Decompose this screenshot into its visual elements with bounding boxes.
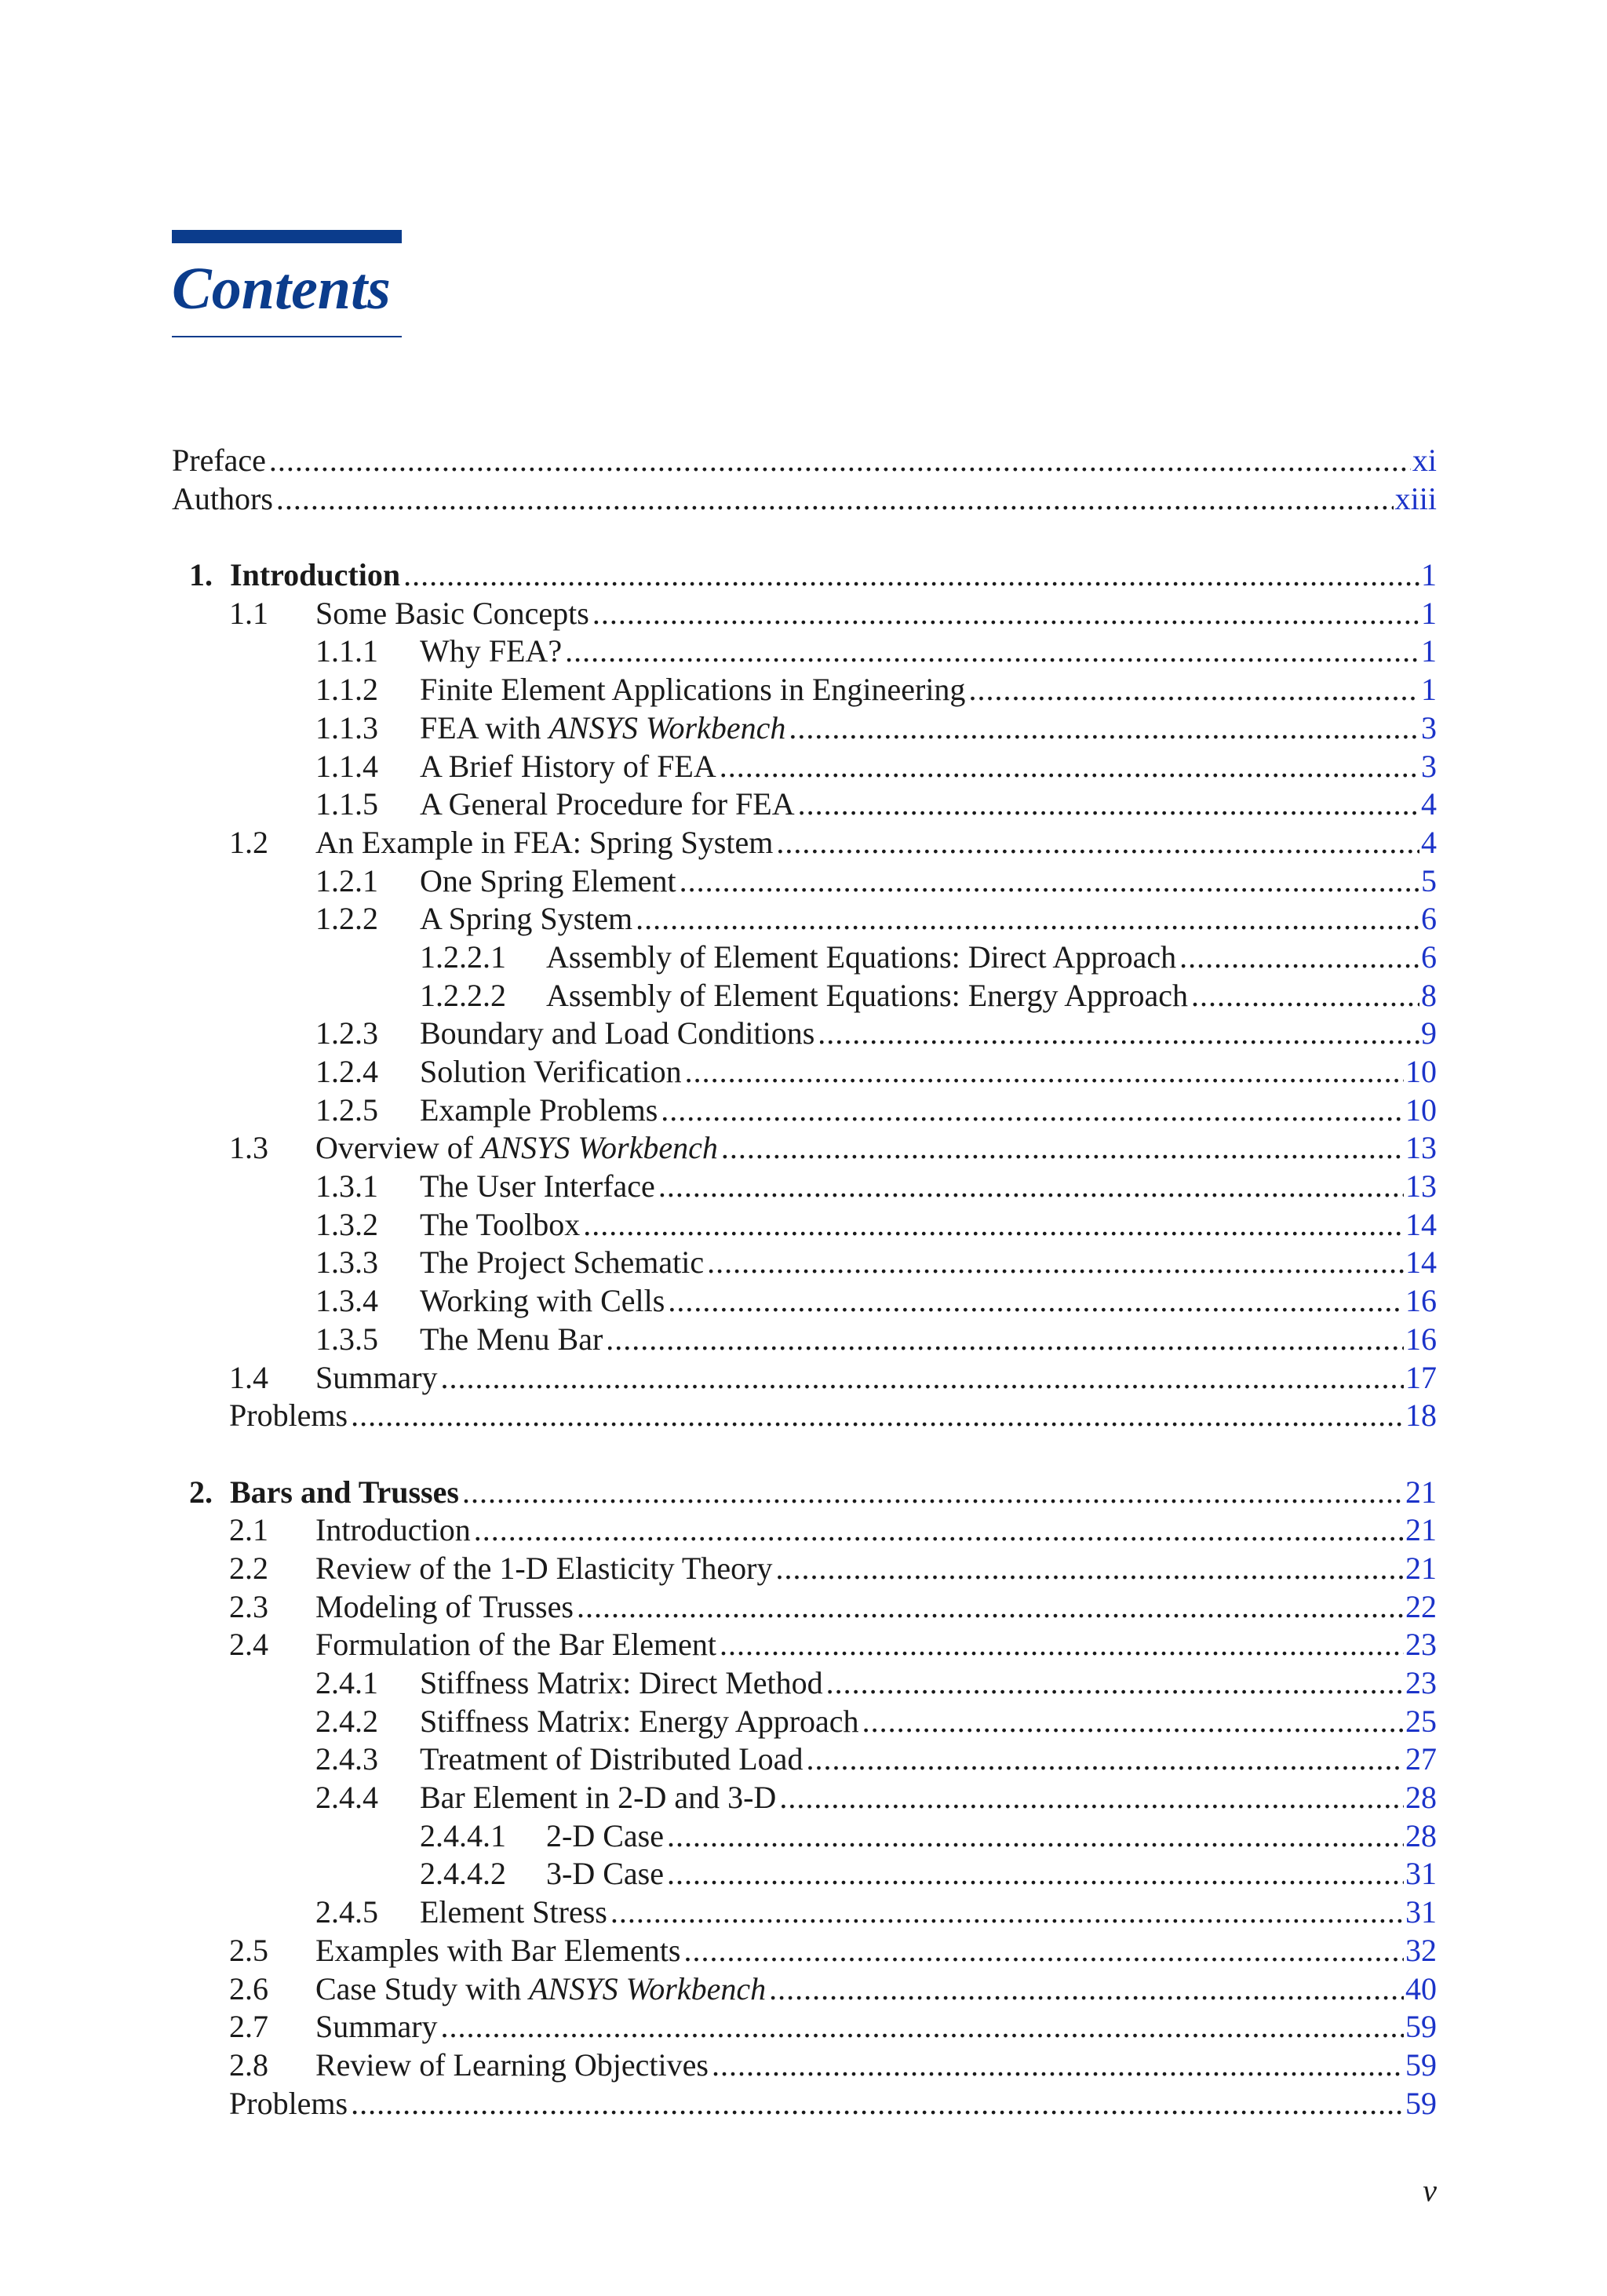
page-number-link[interactable]: 21 <box>1405 1474 1437 1510</box>
toc-entry[interactable] <box>172 1817 1437 1856</box>
entry-title: The Menu Bar <box>420 1321 603 1357</box>
toc-entry[interactable] <box>172 2046 1437 2085</box>
toc-entry[interactable] <box>172 748 1437 786</box>
toc-entry[interactable] <box>172 595 1437 633</box>
page-number-link[interactable]: 9 <box>1421 1015 1437 1051</box>
entry-title: Authors <box>172 480 273 516</box>
entry-number: 2.4.5 <box>315 1894 378 1930</box>
dot-leader <box>712 2046 1404 2085</box>
page-number-link[interactable]: 32 <box>1405 1932 1437 1968</box>
page-number-link[interactable]: 4 <box>1421 786 1437 822</box>
dot-leader <box>789 709 1419 748</box>
entry-number: 1.1 <box>229 595 268 631</box>
page-number-link[interactable]: 31 <box>1405 1856 1437 1892</box>
entry-number: 1.3 <box>229 1130 268 1166</box>
page-number-link[interactable]: 1 <box>1421 633 1437 669</box>
entry-number: 2.3 <box>229 1588 268 1624</box>
toc-entry[interactable] <box>172 2008 1437 2046</box>
page-number-link[interactable]: 3 <box>1421 709 1437 745</box>
entry-body <box>315 2046 1437 2085</box>
entry-number: 1.3.1 <box>315 1168 378 1204</box>
dot-leader <box>862 1703 1404 1741</box>
dot-leader <box>610 1893 1404 1932</box>
entry-body <box>420 709 1437 748</box>
entry-title <box>420 709 789 748</box>
entry-body <box>420 1053 1437 1092</box>
toc-entry[interactable] <box>172 1053 1437 1092</box>
entry-title: Stiffness Matrix: Energy Approach <box>420 1703 859 1739</box>
toc-entry[interactable] <box>172 1855 1437 1893</box>
table-of-contents <box>172 442 1437 2123</box>
entry-body <box>315 1588 1437 1627</box>
entry-body <box>420 1015 1437 1053</box>
entry-title: Solution Verification <box>420 1054 682 1089</box>
dot-leader <box>474 1511 1404 1550</box>
entry-body <box>315 2008 1437 2046</box>
entry-body <box>420 1893 1437 1932</box>
entry-title: Some Basic Concepts <box>315 595 589 631</box>
entry-body <box>420 1206 1437 1245</box>
header-accent-bar <box>172 230 402 243</box>
dot-leader <box>441 1359 1404 1398</box>
entry-title: One Spring Element <box>420 862 676 898</box>
dot-leader <box>685 1053 1404 1092</box>
page-number-link[interactable]: 6 <box>1421 938 1437 975</box>
entry-number: 1. <box>189 557 213 593</box>
entry-number: 1.3.3 <box>315 1245 378 1281</box>
page-number-link[interactable]: 1 <box>1421 557 1437 593</box>
page-number-link[interactable]: 28 <box>1405 1817 1437 1853</box>
entry-body <box>546 977 1437 1015</box>
entry-number: 1.2.2.2 <box>420 977 506 1013</box>
page-number-link[interactable]: 14 <box>1405 1245 1437 1281</box>
dot-leader <box>776 824 1419 862</box>
entry-body <box>315 1626 1437 1664</box>
toc-entry[interactable] <box>172 1092 1437 1130</box>
entry-title: An Example in FEA: Spring System <box>315 824 774 860</box>
dot-leader <box>720 1626 1404 1664</box>
page-number-link[interactable]: 59 <box>1405 2009 1437 2045</box>
entry-body <box>420 862 1437 901</box>
entry-body <box>230 1474 1437 1512</box>
toc-entry[interactable] <box>172 1397 1437 1435</box>
entry-body <box>315 824 1437 862</box>
entry-title: Stiffness Matrix: Direct Method <box>420 1665 823 1700</box>
entry-number: 2.4.3 <box>315 1741 378 1777</box>
entry-number: 1.1.2 <box>315 672 378 708</box>
entry-number: 1.1.1 <box>315 633 378 669</box>
entry-title: The Project Schematic <box>420 1245 705 1281</box>
toc-entry[interactable] <box>172 938 1437 977</box>
entry-title <box>315 1129 721 1168</box>
header-underline <box>172 336 402 337</box>
entry-title: Bar Element in 2-D and 3-D <box>420 1780 777 1816</box>
dot-leader <box>769 1970 1404 2009</box>
page-number-link[interactable]: 16 <box>1405 1321 1437 1357</box>
page-number-link[interactable]: 23 <box>1405 1627 1437 1663</box>
dot-leader <box>806 1740 1404 1779</box>
entry-number: 1.2 <box>229 824 268 860</box>
entry-title: Introduction <box>230 557 401 593</box>
entry-number: 1.2.1 <box>315 862 378 898</box>
toc-entry[interactable] <box>172 1703 1437 1741</box>
dot-leader <box>636 900 1419 938</box>
entry-number: 1.2.2 <box>315 901 378 937</box>
entry-title: Assembly of Element Equations: Direct Approach <box>546 938 1177 975</box>
entry-title: Preface <box>172 443 266 478</box>
dot-leader <box>462 1474 1404 1512</box>
entry-body <box>315 1550 1437 1588</box>
entry-number: 1.2.3 <box>315 1015 378 1051</box>
entry-body <box>420 900 1437 938</box>
dot-leader <box>269 442 1411 480</box>
page-number-link[interactable]: 14 <box>1405 1206 1437 1242</box>
entry-number: 2. <box>189 1474 213 1510</box>
entry-body <box>315 1359 1437 1398</box>
dot-leader <box>720 748 1419 786</box>
entry-number: 1.2.2.1 <box>420 938 506 975</box>
toc-entry[interactable] <box>172 1321 1437 1359</box>
dot-leader <box>592 595 1419 633</box>
dot-leader <box>667 1817 1404 1856</box>
entry-body <box>172 442 1437 480</box>
entry-title: Summary <box>315 1359 438 1395</box>
entry-title: Bars and Trusses <box>230 1474 459 1510</box>
page-number-link[interactable]: 6 <box>1421 901 1437 937</box>
page-number-link[interactable]: 22 <box>1405 1588 1437 1624</box>
entry-title: A General Procedure for FEA <box>420 786 795 822</box>
entry-title: Treatment of Distributed Load <box>420 1741 804 1777</box>
toc-entry[interactable] <box>172 1970 1437 2009</box>
dot-leader <box>798 785 1419 824</box>
dot-leader <box>721 1129 1404 1168</box>
entry-body <box>315 1970 1437 2009</box>
entry-number: 2.4.4.2 <box>420 1856 506 1892</box>
entry-title-italic: ANSYS Workbench <box>548 709 786 745</box>
dot-leader <box>818 1015 1419 1053</box>
dot-leader <box>683 1932 1404 1970</box>
dot-leader <box>667 1855 1404 1893</box>
entry-body <box>420 1092 1437 1130</box>
dot-leader <box>403 556 1419 595</box>
entry-body <box>315 1129 1437 1168</box>
toc-entry[interactable] <box>172 1664 1437 1703</box>
entry-title: 2-D Case <box>546 1817 664 1853</box>
dot-leader <box>1179 938 1419 977</box>
dot-leader <box>707 1244 1404 1282</box>
entry-title: Element Stress <box>420 1894 607 1930</box>
toc-entry[interactable] <box>172 1626 1437 1664</box>
entry-number: 1.3.2 <box>315 1206 378 1242</box>
toc-entry[interactable] <box>172 1932 1437 1970</box>
toc-entry[interactable] <box>172 1282 1437 1321</box>
page-title: Contents <box>172 256 391 322</box>
dot-leader <box>680 862 1419 901</box>
entry-body <box>315 595 1437 633</box>
entry-title: Problems <box>229 1398 348 1434</box>
page-folio: v <box>1423 2173 1437 2208</box>
page-number-link[interactable]: 28 <box>1405 1780 1437 1816</box>
toc-entry[interactable] <box>172 862 1437 901</box>
entry-title: Assembly of Element Equations: Energy Approach <box>546 977 1188 1013</box>
entry-number: 2.5 <box>229 1932 268 1968</box>
entry-number: 2.4 <box>229 1627 268 1663</box>
entry-title: The User Interface <box>420 1168 655 1204</box>
entry-body <box>420 1664 1437 1703</box>
entry-body <box>420 671 1437 709</box>
entry-body <box>420 1703 1437 1741</box>
toc-entry[interactable] <box>172 1511 1437 1550</box>
entry-number: 1.1.4 <box>315 748 378 784</box>
entry-number: 2.8 <box>229 2046 268 2083</box>
entry-body <box>420 1779 1437 1817</box>
page-number-link[interactable]: 40 <box>1405 1970 1437 2006</box>
dot-leader <box>276 480 1394 519</box>
entry-number: 2.1 <box>229 1512 268 1548</box>
toc-chapter-heading[interactable] <box>172 1474 1437 1512</box>
toc-entry[interactable] <box>172 1129 1437 1168</box>
entry-number: 2.6 <box>229 1970 268 2006</box>
entry-number: 1.1.5 <box>315 786 378 822</box>
page-number-link[interactable]: xiii <box>1394 480 1437 516</box>
dot-leader <box>441 2008 1404 2046</box>
entry-title: Summary <box>315 2009 438 2045</box>
entry-title: Review of the 1-D Elasticity Theory <box>315 1550 773 1586</box>
page-number-link[interactable]: 59 <box>1405 2085 1437 2121</box>
page-number-link[interactable]: 21 <box>1405 1512 1437 1548</box>
entry-title: Finite Element Applications in Engineering <box>420 672 966 708</box>
entry-number: 1.1.3 <box>315 709 378 745</box>
toc-entry[interactable] <box>172 1779 1437 1817</box>
dot-leader <box>661 1092 1404 1130</box>
toc-entry[interactable] <box>172 1550 1437 1588</box>
page-number-link[interactable]: 25 <box>1405 1703 1437 1739</box>
entry-body <box>420 785 1437 824</box>
entry-title-prefix: Overview of <box>315 1130 482 1166</box>
entry-body <box>420 632 1437 671</box>
entry-body <box>172 480 1437 519</box>
entry-title: The Toolbox <box>420 1206 581 1242</box>
toc-entry[interactable] <box>172 1740 1437 1779</box>
dot-leader <box>351 1397 1404 1435</box>
entry-body <box>420 1282 1437 1321</box>
page-number-link[interactable]: 10 <box>1405 1092 1437 1128</box>
entry-body <box>546 1817 1437 1856</box>
toc-entry[interactable] <box>172 1359 1437 1398</box>
page-number-link[interactable]: 17 <box>1405 1359 1437 1395</box>
entry-body <box>420 1740 1437 1779</box>
entry-body <box>420 1321 1437 1359</box>
entry-number: 1.3.5 <box>315 1321 378 1357</box>
entry-body <box>230 556 1437 595</box>
page-number-link[interactable]: 27 <box>1405 1741 1437 1777</box>
entry-title: Working with Cells <box>420 1283 665 1319</box>
entry-number: 2.4.4 <box>315 1780 378 1816</box>
entry-number: 2.2 <box>229 1550 268 1586</box>
entry-title-prefix: Case Study with <box>315 1970 530 2006</box>
entry-title-italic: ANSYS Workbench <box>529 1970 767 2006</box>
page-number-link[interactable]: 21 <box>1405 1550 1437 1586</box>
toc-entry[interactable] <box>172 1015 1437 1053</box>
entry-title: A Spring System <box>420 901 633 937</box>
page-number-link[interactable]: 59 <box>1405 2046 1437 2083</box>
dot-leader <box>583 1206 1404 1245</box>
page-number-link[interactable]: 5 <box>1421 862 1437 898</box>
toc-entry[interactable] <box>172 977 1437 1015</box>
toc-entry[interactable] <box>172 900 1437 938</box>
page-number-link[interactable]: 1 <box>1421 595 1437 631</box>
dot-leader <box>1191 977 1419 1015</box>
page-number-link[interactable]: 1 <box>1421 672 1437 708</box>
toc-entry[interactable] <box>172 632 1437 671</box>
page-number-link[interactable]: xi <box>1412 443 1437 478</box>
entry-title: Problems <box>229 2085 348 2121</box>
toc-entry[interactable] <box>172 1206 1437 1245</box>
dot-leader <box>351 2085 1404 2123</box>
entry-title: Formulation of the Bar Element <box>315 1627 716 1663</box>
contents-header <box>172 230 402 337</box>
entry-title: Modeling of Trusses <box>315 1588 574 1624</box>
entry-title <box>315 1970 769 2009</box>
entry-number: 1.2.4 <box>315 1054 378 1089</box>
dot-leader <box>775 1550 1404 1588</box>
entry-number: 1.4 <box>229 1359 268 1395</box>
page-number-link[interactable]: 10 <box>1405 1054 1437 1089</box>
dot-leader <box>565 632 1419 671</box>
entry-title: Review of Learning Objectives <box>315 2046 709 2083</box>
entry-body <box>546 1855 1437 1893</box>
dot-leader <box>968 671 1419 709</box>
toc-entry[interactable] <box>172 824 1437 862</box>
entry-body <box>420 748 1437 786</box>
page-number-link[interactable]: 4 <box>1421 824 1437 860</box>
entry-number: 1.2.5 <box>315 1092 378 1128</box>
entry-title: Examples with Bar Elements <box>315 1932 681 1968</box>
entry-title: Why FEA? <box>420 633 563 669</box>
toc-entry[interactable] <box>172 1168 1437 1206</box>
toc-chapter-heading[interactable] <box>172 556 1437 595</box>
entry-number: 2.7 <box>229 2009 268 2045</box>
toc-entry[interactable] <box>172 785 1437 824</box>
toc-front-matter-item[interactable] <box>172 480 1437 519</box>
page-number-link[interactable]: 18 <box>1405 1398 1437 1434</box>
entry-number: 1.3.4 <box>315 1283 378 1319</box>
entry-title-italic: ANSYS Workbench <box>481 1130 718 1166</box>
entry-title: Introduction <box>315 1512 471 1548</box>
entry-body <box>420 1168 1437 1206</box>
entry-number: 2.4.1 <box>315 1665 378 1700</box>
dot-leader <box>658 1168 1404 1206</box>
toc-entry[interactable] <box>172 1244 1437 1282</box>
toc-entry[interactable] <box>172 1893 1437 1932</box>
dot-leader <box>606 1321 1404 1359</box>
entry-number: 2.4.2 <box>315 1703 378 1739</box>
entry-title: 3-D Case <box>546 1856 664 1892</box>
dot-leader <box>779 1779 1404 1817</box>
toc-entry[interactable] <box>172 671 1437 709</box>
entry-number: 2.4.4.1 <box>420 1817 506 1853</box>
toc-front-matter-item[interactable] <box>172 442 1437 480</box>
entry-title: A Brief History of FEA <box>420 748 716 784</box>
entry-body <box>315 1511 1437 1550</box>
entry-title: Example Problems <box>420 1092 658 1128</box>
page-number-link[interactable]: 31 <box>1405 1894 1437 1930</box>
entry-body <box>546 938 1437 977</box>
page-number-link[interactable]: 3 <box>1421 748 1437 784</box>
entry-title-prefix: FEA with <box>420 709 549 745</box>
page-number-link[interactable]: 16 <box>1405 1283 1437 1319</box>
page-number-link[interactable]: 13 <box>1405 1130 1437 1166</box>
entry-body <box>315 1932 1437 1970</box>
entry-body <box>229 1397 1437 1435</box>
toc-entry[interactable] <box>172 709 1437 748</box>
toc-entry[interactable] <box>172 1588 1437 1627</box>
toc-entry[interactable] <box>172 2085 1437 2123</box>
entry-body <box>420 1244 1437 1282</box>
entry-title: Boundary and Load Conditions <box>420 1015 815 1051</box>
page-number-link[interactable]: 23 <box>1405 1665 1437 1700</box>
page-number-link[interactable]: 8 <box>1421 977 1437 1013</box>
dot-leader <box>668 1282 1404 1321</box>
dot-leader <box>826 1664 1404 1703</box>
page-number-link[interactable]: 13 <box>1405 1168 1437 1204</box>
dot-leader <box>577 1588 1404 1627</box>
entry-body <box>229 2085 1437 2123</box>
